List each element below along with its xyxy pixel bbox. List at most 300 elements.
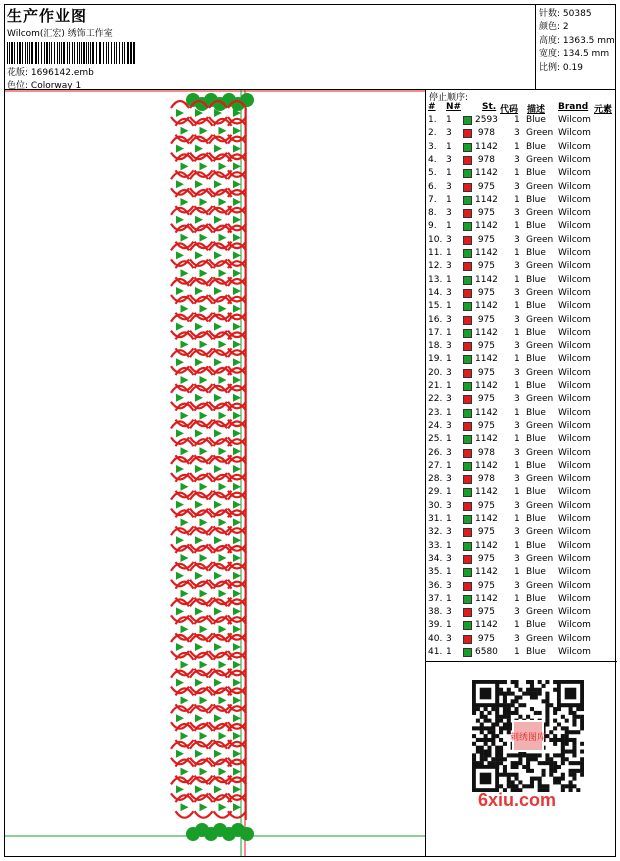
table-row xyxy=(426,353,616,366)
row-brand: Wilcom xyxy=(558,327,591,338)
table-row xyxy=(426,154,616,167)
row-code: 3 xyxy=(514,341,520,352)
row-stitches: 1142 xyxy=(475,354,498,365)
row-stitches: 978 xyxy=(477,154,495,165)
barcode-image xyxy=(7,42,137,64)
row-index: 38. xyxy=(428,607,443,618)
row-brand: Wilcom xyxy=(558,527,591,538)
row-needle: 3 xyxy=(446,474,452,485)
row-desc: Green xyxy=(526,367,554,378)
row-desc: Blue xyxy=(526,593,546,604)
row-needle: 1 xyxy=(446,115,452,125)
row-needle: 3 xyxy=(446,447,452,458)
color-swatch xyxy=(463,608,472,617)
row-stitches: 1142 xyxy=(475,567,498,578)
table-row xyxy=(426,260,616,273)
row-index: 5. xyxy=(428,168,437,179)
row-needle: 1 xyxy=(446,514,452,524)
row-stitches: 1142 xyxy=(475,327,498,338)
stat-stitches: 针数: 50385 xyxy=(539,9,592,19)
color-swatch xyxy=(463,143,472,152)
row-desc: Green xyxy=(526,314,554,325)
row-code: 3 xyxy=(514,367,520,378)
row-brand: Wilcom xyxy=(558,194,591,205)
row-code: 3 xyxy=(514,607,520,618)
row-brand: Wilcom xyxy=(558,647,591,657)
row-desc: Green xyxy=(526,341,554,352)
row-brand: Wilcom xyxy=(558,208,591,219)
table-row xyxy=(426,114,616,127)
row-needle: 1 xyxy=(446,593,452,604)
color-swatch xyxy=(463,568,472,577)
watermark-text: 6xiu.com xyxy=(478,790,557,810)
row-code: 1 xyxy=(514,301,520,312)
row-desc: Blue xyxy=(526,647,546,657)
row-needle: 1 xyxy=(446,620,452,631)
row-desc: Blue xyxy=(526,460,546,471)
row-code: 1 xyxy=(514,327,520,338)
row-desc: Blue xyxy=(526,221,546,232)
col-header-index: # xyxy=(428,102,436,112)
color-swatch xyxy=(463,382,472,391)
row-desc: Green xyxy=(526,208,554,219)
row-desc: Blue xyxy=(526,354,546,365)
table-row xyxy=(426,433,616,446)
row-brand: Wilcom xyxy=(558,553,591,564)
row-needle: 1 xyxy=(446,381,452,391)
table-row xyxy=(426,393,616,406)
row-brand: Wilcom xyxy=(558,620,591,631)
row-index: 8. xyxy=(428,208,437,219)
row-needle: 1 xyxy=(446,141,452,152)
table-row xyxy=(426,314,616,327)
col-header-stitches: St. xyxy=(482,102,497,112)
stat-height: 高度: 1363.5 mm xyxy=(539,36,615,46)
row-needle: 3 xyxy=(446,261,452,272)
color-swatch xyxy=(463,621,472,630)
row-code: 1 xyxy=(514,460,520,471)
row-stitches: 975 xyxy=(477,420,495,431)
row-index: 11. xyxy=(428,248,443,258)
row-stitches: 1142 xyxy=(475,141,498,152)
col-header-brand: Brand xyxy=(558,102,589,112)
row-index: 10. xyxy=(428,234,443,245)
row-stitches: 975 xyxy=(477,341,495,352)
row-stitches: 975 xyxy=(477,261,495,272)
row-needle: 3 xyxy=(446,633,452,644)
row-needle: 1 xyxy=(446,194,452,205)
row-brand: Wilcom xyxy=(558,500,591,511)
row-brand: Wilcom xyxy=(558,141,591,152)
table-row xyxy=(426,553,616,566)
lace-pattern xyxy=(171,93,254,841)
row-needle: 3 xyxy=(446,553,452,564)
row-code: 3 xyxy=(514,234,520,245)
row-brand: Wilcom xyxy=(558,274,591,285)
color-swatch xyxy=(463,276,472,285)
embroidery-preview xyxy=(5,90,425,856)
color-swatch xyxy=(463,222,472,231)
color-swatch xyxy=(463,289,472,298)
row-code: 1 xyxy=(514,194,520,205)
row-needle: 1 xyxy=(446,540,452,551)
color-swatch xyxy=(463,183,472,192)
row-desc: Green xyxy=(526,234,554,245)
row-index: 12. xyxy=(428,261,443,272)
row-needle: 1 xyxy=(446,327,452,338)
table-row xyxy=(426,460,616,473)
design-file-line xyxy=(7,65,94,78)
row-stitches: 1142 xyxy=(475,593,498,604)
color-swatch xyxy=(463,369,472,378)
row-stitches: 2593 xyxy=(475,115,498,125)
row-code: 1 xyxy=(514,620,520,631)
row-stitches: 975 xyxy=(477,394,495,405)
color-swatch xyxy=(463,329,472,338)
page-title: 生产作业图 xyxy=(7,7,88,25)
row-stitches: 975 xyxy=(477,181,495,192)
colorway-label: 色位: xyxy=(7,81,29,91)
design-label: 花版: xyxy=(7,68,29,78)
row-needle: 3 xyxy=(446,314,452,325)
color-swatch xyxy=(463,409,472,418)
row-needle: 1 xyxy=(446,434,452,445)
row-desc: Blue xyxy=(526,434,546,445)
row-needle: 3 xyxy=(446,181,452,192)
row-brand: Wilcom xyxy=(558,287,591,298)
row-index: 6. xyxy=(428,181,437,192)
row-brand: Wilcom xyxy=(558,593,591,604)
row-brand: Wilcom xyxy=(558,447,591,458)
row-index: 27. xyxy=(428,460,443,471)
row-stitches: 1142 xyxy=(475,540,498,551)
col-header-desc: 描述 xyxy=(527,105,546,115)
col-header-element: 元素 xyxy=(594,105,613,115)
color-swatch xyxy=(463,595,472,604)
row-desc: Blue xyxy=(526,407,546,418)
row-desc: Blue xyxy=(526,327,546,338)
row-stitches: 1142 xyxy=(475,194,498,205)
row-brand: Wilcom xyxy=(558,181,591,192)
row-stitches: 1142 xyxy=(475,620,498,631)
table-row xyxy=(426,447,616,460)
row-code: 1 xyxy=(514,274,520,285)
company-name: Wilcom(汇宏) 绣饰工作室 xyxy=(7,29,113,39)
row-code: 3 xyxy=(514,154,520,165)
table-row xyxy=(426,646,616,659)
row-stitches: 975 xyxy=(477,234,495,245)
table-row xyxy=(426,526,616,539)
row-needle: 1 xyxy=(446,407,452,418)
row-needle: 1 xyxy=(446,460,452,471)
row-code: 3 xyxy=(514,633,520,644)
row-code: 1 xyxy=(514,354,520,365)
table-row xyxy=(426,287,616,300)
row-index: 2. xyxy=(428,128,437,139)
table-row xyxy=(426,141,616,154)
row-code: 1 xyxy=(514,115,520,125)
row-code: 3 xyxy=(514,500,520,511)
color-swatch xyxy=(463,635,472,644)
row-code: 3 xyxy=(514,314,520,325)
row-needle: 1 xyxy=(446,487,452,498)
row-brand: Wilcom xyxy=(558,474,591,485)
color-swatch xyxy=(463,475,472,484)
table-row xyxy=(426,633,616,646)
colorway-value: Colorway 1 xyxy=(30,81,82,91)
row-code: 1 xyxy=(514,567,520,578)
row-index: 32. xyxy=(428,527,443,538)
row-code: 3 xyxy=(514,474,520,485)
row-brand: Wilcom xyxy=(558,301,591,312)
color-swatch xyxy=(463,129,472,138)
row-brand: Wilcom xyxy=(558,234,591,245)
row-brand: Wilcom xyxy=(558,580,591,591)
row-stitches: 1142 xyxy=(475,434,498,445)
row-brand: Wilcom xyxy=(558,567,591,578)
row-stitches: 975 xyxy=(477,527,495,538)
row-desc: Green xyxy=(526,607,554,618)
color-swatch xyxy=(463,236,472,245)
col-header-code: 代码 xyxy=(500,105,519,115)
table-row xyxy=(426,247,616,260)
row-brand: Wilcom xyxy=(558,607,591,618)
row-brand: Wilcom xyxy=(558,367,591,378)
row-code: 1 xyxy=(514,248,520,258)
table-row xyxy=(426,619,616,632)
color-swatch xyxy=(463,302,472,311)
color-swatch xyxy=(463,342,472,351)
row-index: 33. xyxy=(428,540,443,551)
row-stitches: 978 xyxy=(477,474,495,485)
color-swatch xyxy=(463,316,472,325)
row-desc: Green xyxy=(526,394,554,405)
row-needle: 1 xyxy=(446,301,452,312)
row-index: 31. xyxy=(428,514,443,524)
row-needle: 3 xyxy=(446,607,452,618)
table-row xyxy=(426,540,616,553)
row-code: 3 xyxy=(514,447,520,458)
row-brand: Wilcom xyxy=(558,221,591,232)
row-stitches: 1142 xyxy=(475,248,498,258)
row-desc: Green xyxy=(526,580,554,591)
row-index: 14. xyxy=(428,287,443,298)
row-code: 3 xyxy=(514,527,520,538)
row-brand: Wilcom xyxy=(558,354,591,365)
row-stitches: 975 xyxy=(477,500,495,511)
row-needle: 3 xyxy=(446,580,452,591)
row-stitches: 975 xyxy=(477,367,495,378)
row-stitches: 978 xyxy=(477,447,495,458)
row-desc: Blue xyxy=(526,514,546,524)
row-desc: Blue xyxy=(526,301,546,312)
table-row xyxy=(426,234,616,247)
row-desc: Green xyxy=(526,128,554,139)
row-code: 1 xyxy=(514,540,520,551)
row-index: 19. xyxy=(428,354,443,365)
col-header-needle: N# xyxy=(446,102,462,112)
row-brand: Wilcom xyxy=(558,487,591,498)
row-index: 20. xyxy=(428,367,443,378)
row-index: 1. xyxy=(428,115,437,125)
row-code: 3 xyxy=(514,208,520,219)
row-stitches: 1142 xyxy=(475,407,498,418)
row-needle: 3 xyxy=(446,527,452,538)
color-swatch xyxy=(463,542,472,551)
row-code: 1 xyxy=(514,381,520,391)
table-row xyxy=(426,486,616,499)
stop-sequence-title: 停止顺序: xyxy=(429,93,469,103)
row-stitches: 1142 xyxy=(475,514,498,524)
row-needle: 3 xyxy=(446,234,452,245)
row-desc: Blue xyxy=(526,194,546,205)
row-desc: Blue xyxy=(526,141,546,152)
row-stitches: 975 xyxy=(477,208,495,219)
row-stitches: 1142 xyxy=(475,460,498,471)
row-index: 4. xyxy=(428,154,437,165)
table-row xyxy=(426,300,616,313)
table-row xyxy=(426,606,616,619)
row-index: 37. xyxy=(428,593,443,604)
qr-watermark-box xyxy=(425,661,617,857)
qr-code-image xyxy=(472,680,584,792)
color-swatch xyxy=(463,209,472,218)
color-swatch xyxy=(463,116,472,125)
row-needle: 1 xyxy=(446,647,452,657)
row-desc: Green xyxy=(526,553,554,564)
row-desc: Blue xyxy=(526,168,546,179)
row-desc: Green xyxy=(526,474,554,485)
row-code: 1 xyxy=(514,514,520,524)
row-brand: Wilcom xyxy=(558,154,591,165)
row-brand: Wilcom xyxy=(558,248,591,258)
row-code: 3 xyxy=(514,553,520,564)
color-swatch xyxy=(463,435,472,444)
row-brand: Wilcom xyxy=(558,261,591,272)
row-stitches: 1142 xyxy=(475,274,498,285)
color-swatch xyxy=(463,395,472,404)
stats-box xyxy=(535,5,616,89)
color-swatch xyxy=(463,249,472,258)
row-stitches: 1142 xyxy=(475,301,498,312)
row-brand: Wilcom xyxy=(558,168,591,179)
row-needle: 1 xyxy=(446,248,452,258)
row-needle: 3 xyxy=(446,394,452,405)
row-needle: 3 xyxy=(446,154,452,165)
row-code: 3 xyxy=(514,420,520,431)
table-row xyxy=(426,566,616,579)
color-swatch xyxy=(463,502,472,511)
design-file: 1696142.emb xyxy=(30,68,94,78)
row-stitches: 1142 xyxy=(475,381,498,391)
table-row xyxy=(426,593,616,606)
row-code: 1 xyxy=(514,487,520,498)
row-brand: Wilcom xyxy=(558,394,591,405)
row-desc: Blue xyxy=(526,567,546,578)
row-brand: Wilcom xyxy=(558,633,591,644)
row-index: 15. xyxy=(428,301,443,312)
row-code: 1 xyxy=(514,141,520,152)
table-row xyxy=(426,580,616,593)
row-desc: Green xyxy=(526,261,554,272)
row-stitches: 975 xyxy=(477,287,495,298)
row-stitches: 975 xyxy=(477,553,495,564)
row-code: 1 xyxy=(514,168,520,179)
row-desc: Blue xyxy=(526,115,546,125)
row-index: 23. xyxy=(428,407,443,418)
color-swatch xyxy=(463,488,472,497)
row-brand: Wilcom xyxy=(558,420,591,431)
row-code: 1 xyxy=(514,407,520,418)
row-code: 3 xyxy=(514,128,520,139)
row-needle: 1 xyxy=(446,567,452,578)
row-needle: 1 xyxy=(446,168,452,179)
row-stitches: 975 xyxy=(477,607,495,618)
row-desc: Blue xyxy=(526,487,546,498)
row-desc: Green xyxy=(526,447,554,458)
stop-sequence-panel xyxy=(425,90,617,661)
row-stitches: 6580 xyxy=(475,647,498,657)
row-needle: 3 xyxy=(446,287,452,298)
row-stitches: 975 xyxy=(477,633,495,644)
table-row xyxy=(426,513,616,526)
row-desc: Blue xyxy=(526,620,546,631)
table-row xyxy=(426,473,616,486)
row-index: 30. xyxy=(428,500,443,511)
row-brand: Wilcom xyxy=(558,540,591,551)
row-index: 39. xyxy=(428,620,443,631)
row-index: 18. xyxy=(428,341,443,352)
color-swatch xyxy=(463,196,472,205)
qr-stamp-text: 刺绣图库 xyxy=(509,733,547,743)
row-index: 41. xyxy=(428,647,443,657)
row-index: 9. xyxy=(428,221,437,232)
row-brand: Wilcom xyxy=(558,460,591,471)
row-needle: 1 xyxy=(446,354,452,365)
row-stitches: 1142 xyxy=(475,221,498,232)
row-desc: Green xyxy=(526,420,554,431)
color-swatch xyxy=(463,528,472,537)
color-swatch xyxy=(463,262,472,271)
row-code: 3 xyxy=(514,580,520,591)
row-needle: 3 xyxy=(446,128,452,139)
row-index: 26. xyxy=(428,447,443,458)
color-swatch xyxy=(463,555,472,564)
row-desc: Green xyxy=(526,287,554,298)
row-brand: Wilcom xyxy=(558,434,591,445)
row-desc: Green xyxy=(526,500,554,511)
row-index: 34. xyxy=(428,553,443,564)
table-row xyxy=(426,194,616,207)
row-needle: 3 xyxy=(446,208,452,219)
row-code: 3 xyxy=(514,287,520,298)
color-swatch xyxy=(463,515,472,524)
color-swatch xyxy=(463,449,472,458)
row-needle: 1 xyxy=(446,274,452,285)
row-stitches: 975 xyxy=(477,580,495,591)
table-row xyxy=(426,181,616,194)
table-row xyxy=(426,367,616,380)
table-row xyxy=(426,380,616,393)
row-code: 3 xyxy=(514,261,520,272)
row-code: 1 xyxy=(514,221,520,232)
row-index: 22. xyxy=(428,394,443,405)
row-code: 1 xyxy=(514,593,520,604)
stat-colors: 颜色: 2 xyxy=(539,22,569,32)
row-desc: Blue xyxy=(526,274,546,285)
stat-width: 宽度: 134.5 mm xyxy=(539,49,610,59)
row-desc: Green xyxy=(526,633,554,644)
